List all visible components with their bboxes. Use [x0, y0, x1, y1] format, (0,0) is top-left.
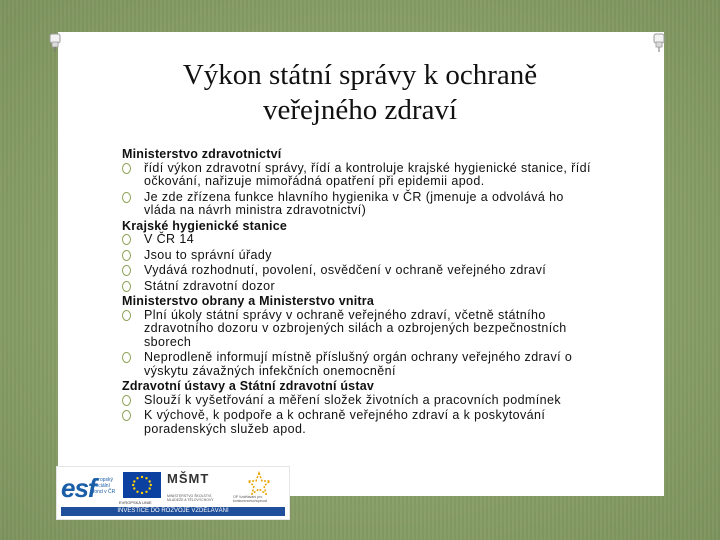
title-line: veřejného zdraví — [262, 94, 458, 126]
list-item: V ČR 14 — [122, 233, 592, 247]
list-item: Státní zdravotní dozor — [122, 280, 592, 294]
list-item: K výchově, k podpoře a k ochraně veřejného zdraví a k poskytování poradenských služeb apod. — [122, 409, 592, 436]
section-heading: Ministerstvo zdravotnictví — [122, 147, 282, 161]
circle-bullet-icon — [122, 250, 131, 261]
list-item: Plní úkoly státní správy v ochraně veřejného zdraví, včetně státního zdravotního dozoru v ozbrojených silách a ozbrojených bezpečnostních sborech — [122, 309, 592, 350]
list-item: Neprodleně informují místně příslušný orgán ochrany veřejného zdraví o výskytu závažných infekčních onemocnění — [122, 351, 592, 378]
section-heading: Zdravotní ústavy a Státní zdravotní ústav — [122, 379, 375, 393]
list-item: Slouží k vyšetřování a měření složek životních a pracovních podmínek — [122, 394, 592, 408]
circle-bullet-icon — [122, 234, 131, 245]
pushpin-icon — [652, 32, 666, 52]
circle-bullet-icon — [122, 395, 131, 406]
circle-bullet-icon — [122, 310, 131, 321]
section-heading: Krajské hygienické stanice — [122, 218, 288, 233]
esf-logo: esf evropský sociální fond v ČR — [61, 473, 116, 503]
op-star-icon — [233, 471, 285, 495]
list-item: řídí výkon zdravotní správy, řídí a kontroluje krajské hygienické stanice, řídí očkování, nařizuje mimořádná opatření při epidemii apod. — [122, 162, 592, 189]
list-item: Jsou to správní úřady — [122, 249, 592, 263]
investment-footer: INVESTICE DO ROZVOJE VZDĚLÁVÁNÍ — [61, 507, 285, 516]
circle-bullet-icon — [122, 410, 131, 421]
pushpin-icon — [48, 32, 62, 52]
slide-title — [70, 58, 650, 128]
op-logo: OP Vzdělávání pro konkurenceschopnost — [233, 471, 285, 505]
circle-bullet-icon — [122, 192, 131, 203]
msmt-logo: MŠMT MINISTERSTVO ŠKOLSTVÍ, MLÁDEŽE A TĚLOVÝCHOVY — [167, 471, 214, 502]
slide-content — [122, 148, 592, 438]
section-heading: Ministerstvo obrany a Ministerstvo vnitra — [122, 294, 375, 308]
title-line: Výkon státní správy k ochraně — [182, 59, 538, 91]
circle-bullet-icon — [122, 281, 131, 292]
funding-logos-banner — [56, 466, 290, 520]
eu-label: EVROPSKÁ UNIE — [119, 500, 152, 505]
circle-bullet-icon — [122, 352, 131, 363]
list-item: Vydává rozhodnutí, povolení, osvědčení v ochraně veřejného zdraví — [122, 264, 592, 278]
eu-flag-icon — [123, 472, 161, 498]
circle-bullet-icon — [122, 163, 131, 174]
list-item: Je zde zřízena funkce hlavního hygienika v ČR (jmenuje a odvolává ho vláda na návrh ministra zdravotnictví) — [122, 191, 592, 218]
circle-bullet-icon — [122, 265, 131, 276]
